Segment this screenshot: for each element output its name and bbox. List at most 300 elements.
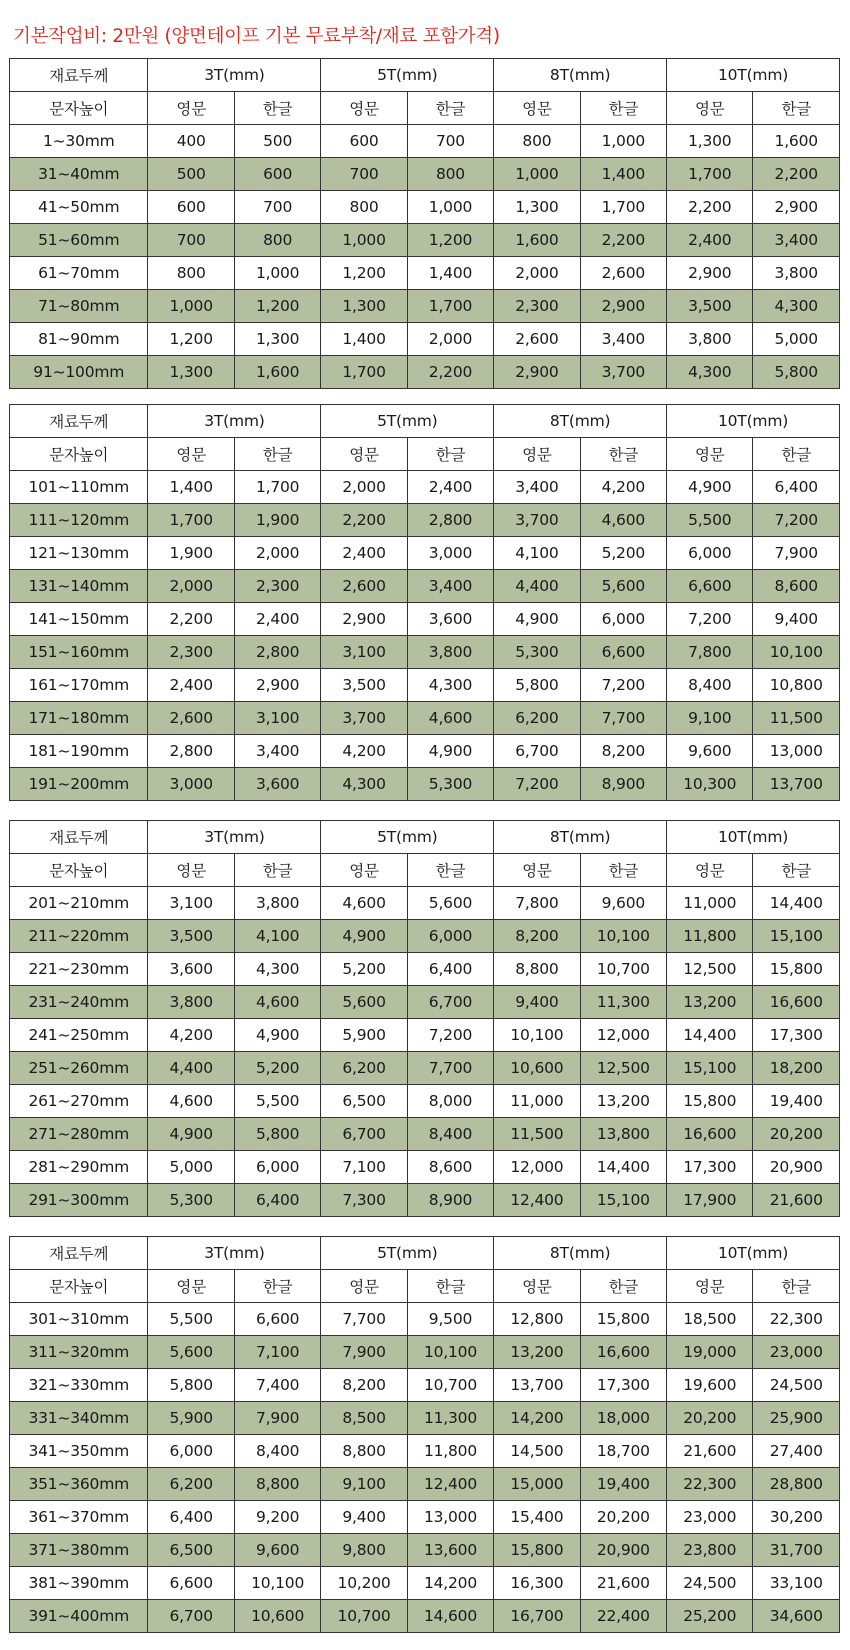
- price-cell: 500: [148, 158, 234, 191]
- price-cell: 1,300: [494, 191, 580, 224]
- thickness-header: 10T(mm): [667, 405, 840, 438]
- height-range: 171~180mm: [10, 702, 148, 735]
- price-cell: 9,400: [494, 986, 580, 1019]
- price-cell: 600: [234, 158, 320, 191]
- language-header-row: [10, 1270, 840, 1303]
- price-cell: 5,600: [580, 570, 666, 603]
- height-range: 31~40mm: [10, 158, 148, 191]
- price-cell: 800: [494, 125, 580, 158]
- price-cell: 18,000: [580, 1402, 666, 1435]
- price-cell: 1,600: [234, 356, 320, 389]
- price-cell: 2,000: [148, 570, 234, 603]
- english-header: 영문: [321, 438, 407, 471]
- price-cell: 5,500: [234, 1085, 320, 1118]
- price-cell: 17,900: [667, 1184, 753, 1217]
- price-cell: 10,700: [407, 1369, 493, 1402]
- price-cell: 5,300: [494, 636, 580, 669]
- korean-header: 한글: [753, 1270, 840, 1303]
- price-cell: 5,900: [321, 1019, 407, 1052]
- price-table-3: [9, 820, 840, 1217]
- price-cell: 1,000: [407, 191, 493, 224]
- price-cell: 3,400: [234, 735, 320, 768]
- price-cell: 7,900: [234, 1402, 320, 1435]
- price-cell: 7,300: [321, 1184, 407, 1217]
- price-cell: 9,600: [580, 887, 666, 920]
- price-cell: 700: [148, 224, 234, 257]
- price-cell: 7,100: [321, 1151, 407, 1184]
- price-cell: 5,200: [321, 953, 407, 986]
- price-cell: 17,300: [753, 1019, 840, 1052]
- price-cell: 13,800: [580, 1118, 666, 1151]
- price-cell: 5,300: [407, 768, 493, 801]
- height-range: 1~30mm: [10, 125, 148, 158]
- thickness-header: 3T(mm): [148, 59, 321, 92]
- price-cell: 12,800: [494, 1303, 580, 1336]
- price-table-4: [9, 1236, 840, 1633]
- price-cell: 8,400: [234, 1435, 320, 1468]
- price-cell: 2,900: [753, 191, 840, 224]
- price-cell: 8,800: [234, 1468, 320, 1501]
- thickness-header-row: [10, 405, 840, 438]
- thickness-header: 5T(mm): [321, 821, 494, 854]
- korean-header: 한글: [407, 438, 493, 471]
- thickness-header: 10T(mm): [667, 59, 840, 92]
- price-cell: 4,900: [321, 920, 407, 953]
- price-cell: 24,500: [667, 1567, 753, 1600]
- price-cell: 20,200: [667, 1402, 753, 1435]
- korean-header: 한글: [407, 1270, 493, 1303]
- english-header: 영문: [321, 1270, 407, 1303]
- price-cell: 2,900: [580, 290, 666, 323]
- price-cell: 11,500: [753, 702, 840, 735]
- price-cell: 1,700: [234, 471, 320, 504]
- height-range: 51~60mm: [10, 224, 148, 257]
- price-cell: 4,200: [580, 471, 666, 504]
- price-cell: 16,600: [667, 1118, 753, 1151]
- price-cell: 4,300: [667, 356, 753, 389]
- price-cell: 7,200: [407, 1019, 493, 1052]
- price-cell: 5,200: [234, 1052, 320, 1085]
- price-cell: 1,400: [407, 257, 493, 290]
- korean-header: 한글: [580, 92, 666, 125]
- price-cell: 3,800: [753, 257, 840, 290]
- price-cell: 13,200: [667, 986, 753, 1019]
- price-cell: 1,600: [753, 125, 840, 158]
- english-header: 영문: [148, 438, 234, 471]
- price-cell: 600: [321, 125, 407, 158]
- price-cell: 22,300: [667, 1468, 753, 1501]
- thickness-header-row: [10, 1237, 840, 1270]
- price-heading: 기본작업비: 2만원 (양면테이프 기본 무료부착/재료 포함가격): [13, 26, 500, 47]
- price-cell: 13,700: [753, 768, 840, 801]
- price-cell: 1,700: [148, 504, 234, 537]
- price-cell: 6,200: [148, 1468, 234, 1501]
- price-cell: 9,400: [753, 603, 840, 636]
- height-range: 351~360mm: [10, 1468, 148, 1501]
- height-range: 61~70mm: [10, 257, 148, 290]
- price-cell: 2,400: [321, 537, 407, 570]
- table-row: [10, 191, 840, 224]
- height-range: 321~330mm: [10, 1369, 148, 1402]
- price-cell: 2,900: [494, 356, 580, 389]
- price-cell: 3,000: [148, 768, 234, 801]
- price-cell: 6,000: [407, 920, 493, 953]
- price-cell: 800: [234, 224, 320, 257]
- price-cell: 5,600: [407, 887, 493, 920]
- price-cell: 4,300: [753, 290, 840, 323]
- price-cell: 1,400: [321, 323, 407, 356]
- price-cell: 4,300: [234, 953, 320, 986]
- price-cell: 3,100: [148, 887, 234, 920]
- price-cell: 19,600: [667, 1369, 753, 1402]
- height-range: 151~160mm: [10, 636, 148, 669]
- price-cell: 5,500: [667, 504, 753, 537]
- price-cell: 12,500: [667, 953, 753, 986]
- height-label: 문자높이: [10, 854, 148, 887]
- price-cell: 5,000: [753, 323, 840, 356]
- table-row: [10, 636, 840, 669]
- table-row: [10, 1019, 840, 1052]
- height-range: 301~310mm: [10, 1303, 148, 1336]
- price-cell: 8,400: [667, 669, 753, 702]
- korean-header: 한글: [407, 92, 493, 125]
- table-row: [10, 570, 840, 603]
- price-cell: 15,800: [580, 1303, 666, 1336]
- price-cell: 7,400: [234, 1369, 320, 1402]
- price-cell: 3,800: [407, 636, 493, 669]
- height-range: 141~150mm: [10, 603, 148, 636]
- price-cell: 13,200: [494, 1336, 580, 1369]
- height-range: 391~400mm: [10, 1600, 148, 1633]
- height-range: 381~390mm: [10, 1567, 148, 1600]
- price-cell: 10,200: [321, 1567, 407, 1600]
- table-row: [10, 224, 840, 257]
- price-cell: 9,600: [667, 735, 753, 768]
- table-row: [10, 356, 840, 389]
- price-cell: 2,900: [321, 603, 407, 636]
- price-cell: 23,800: [667, 1534, 753, 1567]
- price-cell: 19,400: [580, 1468, 666, 1501]
- price-cell: 8,200: [494, 920, 580, 953]
- price-cell: 22,300: [753, 1303, 840, 1336]
- price-cell: 2,200: [667, 191, 753, 224]
- english-header: 영문: [148, 854, 234, 887]
- price-cell: 1,000: [148, 290, 234, 323]
- price-cell: 2,900: [234, 669, 320, 702]
- price-cell: 4,200: [321, 735, 407, 768]
- price-cell: 4,600: [580, 504, 666, 537]
- price-cell: 17,300: [667, 1151, 753, 1184]
- price-cell: 1,400: [148, 471, 234, 504]
- price-cell: 14,400: [667, 1019, 753, 1052]
- price-cell: 3,700: [494, 504, 580, 537]
- price-cell: 6,400: [148, 1501, 234, 1534]
- height-range: 81~90mm: [10, 323, 148, 356]
- price-cell: 6,400: [407, 953, 493, 986]
- price-cell: 12,000: [580, 1019, 666, 1052]
- price-cell: 16,600: [753, 986, 840, 1019]
- height-range: 311~320mm: [10, 1336, 148, 1369]
- height-range: 91~100mm: [10, 356, 148, 389]
- price-cell: 6,500: [148, 1534, 234, 1567]
- price-cell: 9,400: [321, 1501, 407, 1534]
- english-header: 영문: [148, 92, 234, 125]
- price-cell: 14,200: [494, 1402, 580, 1435]
- table-row: [10, 920, 840, 953]
- price-cell: 18,700: [580, 1435, 666, 1468]
- price-cell: 6,200: [321, 1052, 407, 1085]
- price-cell: 3,100: [321, 636, 407, 669]
- height-range: 291~300mm: [10, 1184, 148, 1217]
- thickness-header: 5T(mm): [321, 405, 494, 438]
- table-row: [10, 1085, 840, 1118]
- price-cell: 7,200: [580, 669, 666, 702]
- price-cell: 6,600: [667, 570, 753, 603]
- price-cell: 3,500: [321, 669, 407, 702]
- price-cell: 19,400: [753, 1085, 840, 1118]
- table-row: [10, 1151, 840, 1184]
- price-cell: 18,200: [753, 1052, 840, 1085]
- table-row: [10, 290, 840, 323]
- price-cell: 3,400: [580, 323, 666, 356]
- height-range: 251~260mm: [10, 1052, 148, 1085]
- price-cell: 2,600: [148, 702, 234, 735]
- thickness-header: 10T(mm): [667, 1237, 840, 1270]
- price-cell: 16,600: [580, 1336, 666, 1369]
- price-cell: 28,800: [753, 1468, 840, 1501]
- price-cell: 3,400: [753, 224, 840, 257]
- price-cell: 12,500: [580, 1052, 666, 1085]
- price-cell: 1,300: [234, 323, 320, 356]
- height-range: 241~250mm: [10, 1019, 148, 1052]
- price-cell: 13,600: [407, 1534, 493, 1567]
- korean-header: 한글: [580, 854, 666, 887]
- price-cell: 15,400: [494, 1501, 580, 1534]
- price-cell: 1,700: [580, 191, 666, 224]
- height-range: 101~110mm: [10, 471, 148, 504]
- price-cell: 10,100: [580, 920, 666, 953]
- price-cell: 6,600: [580, 636, 666, 669]
- price-cell: 15,100: [753, 920, 840, 953]
- price-cell: 3,800: [148, 986, 234, 1019]
- korean-header: 한글: [234, 438, 320, 471]
- price-cell: 2,600: [580, 257, 666, 290]
- price-cell: 2,200: [321, 504, 407, 537]
- thickness-header: 10T(mm): [667, 821, 840, 854]
- price-cell: 2,600: [494, 323, 580, 356]
- english-header: 영문: [494, 92, 580, 125]
- table-row: [10, 1468, 840, 1501]
- height-range: 231~240mm: [10, 986, 148, 1019]
- height-range: 271~280mm: [10, 1118, 148, 1151]
- price-cell: 12,000: [494, 1151, 580, 1184]
- price-cell: 1,700: [407, 290, 493, 323]
- price-cell: 3,500: [148, 920, 234, 953]
- price-cell: 2,000: [407, 323, 493, 356]
- price-cell: 800: [407, 158, 493, 191]
- price-cell: 2,200: [753, 158, 840, 191]
- price-cell: 2,400: [407, 471, 493, 504]
- price-cell: 3,800: [667, 323, 753, 356]
- price-cell: 31,700: [753, 1534, 840, 1567]
- price-cell: 8,200: [580, 735, 666, 768]
- price-cell: 4,600: [321, 887, 407, 920]
- english-header: 영문: [667, 1270, 753, 1303]
- price-cell: 9,200: [234, 1501, 320, 1534]
- thickness-label: 재료두께: [10, 1237, 148, 1270]
- korean-header: 한글: [753, 854, 840, 887]
- height-range: 191~200mm: [10, 768, 148, 801]
- price-cell: 5,800: [234, 1118, 320, 1151]
- table-row: [10, 1369, 840, 1402]
- price-cell: 3,000: [407, 537, 493, 570]
- price-cell: 3,700: [321, 702, 407, 735]
- price-cell: 14,200: [407, 1567, 493, 1600]
- price-cell: 2,300: [148, 636, 234, 669]
- thickness-header: 8T(mm): [494, 1237, 667, 1270]
- price-cell: 21,600: [580, 1567, 666, 1600]
- price-cell: 4,600: [148, 1085, 234, 1118]
- height-range: 371~380mm: [10, 1534, 148, 1567]
- price-cell: 6,600: [234, 1303, 320, 1336]
- table-row: [10, 1336, 840, 1369]
- price-cell: 20,900: [580, 1534, 666, 1567]
- price-cell: 1,300: [321, 290, 407, 323]
- price-cell: 4,400: [148, 1052, 234, 1085]
- price-cell: 1,000: [234, 257, 320, 290]
- price-cell: 8,400: [407, 1118, 493, 1151]
- height-range: 201~210mm: [10, 887, 148, 920]
- english-header: 영문: [494, 438, 580, 471]
- price-cell: 700: [234, 191, 320, 224]
- price-cell: 20,900: [753, 1151, 840, 1184]
- price-cell: 11,300: [407, 1402, 493, 1435]
- price-cell: 2,300: [234, 570, 320, 603]
- table-row: [10, 504, 840, 537]
- price-cell: 6,200: [494, 702, 580, 735]
- price-cell: 11,500: [494, 1118, 580, 1151]
- thickness-header: 5T(mm): [321, 1237, 494, 1270]
- thickness-header: 3T(mm): [148, 1237, 321, 1270]
- price-cell: 6,000: [148, 1435, 234, 1468]
- table-row: [10, 603, 840, 636]
- english-header: 영문: [321, 854, 407, 887]
- table-row: [10, 158, 840, 191]
- price-cell: 21,600: [753, 1184, 840, 1217]
- table-row: [10, 1303, 840, 1336]
- price-cell: 5,600: [321, 986, 407, 1019]
- price-table-2: [9, 404, 840, 801]
- price-cell: 6,000: [667, 537, 753, 570]
- price-cell: 3,700: [580, 356, 666, 389]
- price-cell: 6,700: [321, 1118, 407, 1151]
- price-cell: 2,900: [667, 257, 753, 290]
- height-range: 41~50mm: [10, 191, 148, 224]
- thickness-header: 8T(mm): [494, 59, 667, 92]
- price-cell: 13,000: [407, 1501, 493, 1534]
- price-cell: 4,900: [234, 1019, 320, 1052]
- price-cell: 5,000: [148, 1151, 234, 1184]
- price-cell: 8,500: [321, 1402, 407, 1435]
- price-cell: 34,600: [753, 1600, 840, 1633]
- price-cell: 23,000: [667, 1501, 753, 1534]
- price-cell: 8,600: [753, 570, 840, 603]
- korean-header: 한글: [407, 854, 493, 887]
- table-row: [10, 125, 840, 158]
- height-range: 131~140mm: [10, 570, 148, 603]
- price-cell: 4,600: [407, 702, 493, 735]
- price-cell: 1,200: [407, 224, 493, 257]
- price-cell: 20,200: [753, 1118, 840, 1151]
- price-cell: 2,000: [321, 471, 407, 504]
- price-cell: 1,300: [667, 125, 753, 158]
- height-range: 331~340mm: [10, 1402, 148, 1435]
- price-cell: 9,100: [667, 702, 753, 735]
- table-row: [10, 257, 840, 290]
- price-cell: 6,700: [494, 735, 580, 768]
- thickness-header-row: [10, 59, 840, 92]
- thickness-header: 8T(mm): [494, 821, 667, 854]
- price-cell: 6,400: [234, 1184, 320, 1217]
- price-cell: 10,700: [580, 953, 666, 986]
- price-cell: 10,600: [494, 1052, 580, 1085]
- price-cell: 9,600: [234, 1534, 320, 1567]
- price-cell: 10,800: [753, 669, 840, 702]
- price-cell: 2,300: [494, 290, 580, 323]
- price-cell: 4,900: [494, 603, 580, 636]
- price-cell: 6,000: [580, 603, 666, 636]
- price-cell: 3,600: [407, 603, 493, 636]
- thickness-header-row: [10, 821, 840, 854]
- table-row: [10, 953, 840, 986]
- price-cell: 3,400: [494, 471, 580, 504]
- height-range: 181~190mm: [10, 735, 148, 768]
- price-cell: 13,000: [753, 735, 840, 768]
- price-cell: 3,500: [667, 290, 753, 323]
- price-cell: 6,500: [321, 1085, 407, 1118]
- price-cell: 18,500: [667, 1303, 753, 1336]
- price-cell: 1,900: [148, 537, 234, 570]
- english-header: 영문: [494, 1270, 580, 1303]
- price-cell: 10,600: [234, 1600, 320, 1633]
- thickness-header: 3T(mm): [148, 821, 321, 854]
- table-row: [10, 1184, 840, 1217]
- price-cell: 800: [321, 191, 407, 224]
- table-row: [10, 1402, 840, 1435]
- price-cell: 7,200: [667, 603, 753, 636]
- price-cell: 7,700: [580, 702, 666, 735]
- price-cell: 6,000: [234, 1151, 320, 1184]
- price-cell: 1,000: [580, 125, 666, 158]
- height-label: 문자높이: [10, 92, 148, 125]
- price-cell: 1,200: [234, 290, 320, 323]
- price-cell: 30,200: [753, 1501, 840, 1534]
- price-cell: 4,400: [494, 570, 580, 603]
- height-label: 문자높이: [10, 1270, 148, 1303]
- english-header: 영문: [148, 1270, 234, 1303]
- english-header: 영문: [667, 854, 753, 887]
- price-cell: 8,800: [494, 953, 580, 986]
- price-cell: 16,700: [494, 1600, 580, 1633]
- price-cell: 1,300: [148, 356, 234, 389]
- price-cell: 2,000: [234, 537, 320, 570]
- height-range: 121~130mm: [10, 537, 148, 570]
- price-cell: 7,200: [494, 768, 580, 801]
- price-cell: 2,400: [234, 603, 320, 636]
- price-cell: 7,900: [753, 537, 840, 570]
- price-cell: 2,800: [234, 636, 320, 669]
- price-cell: 7,800: [494, 887, 580, 920]
